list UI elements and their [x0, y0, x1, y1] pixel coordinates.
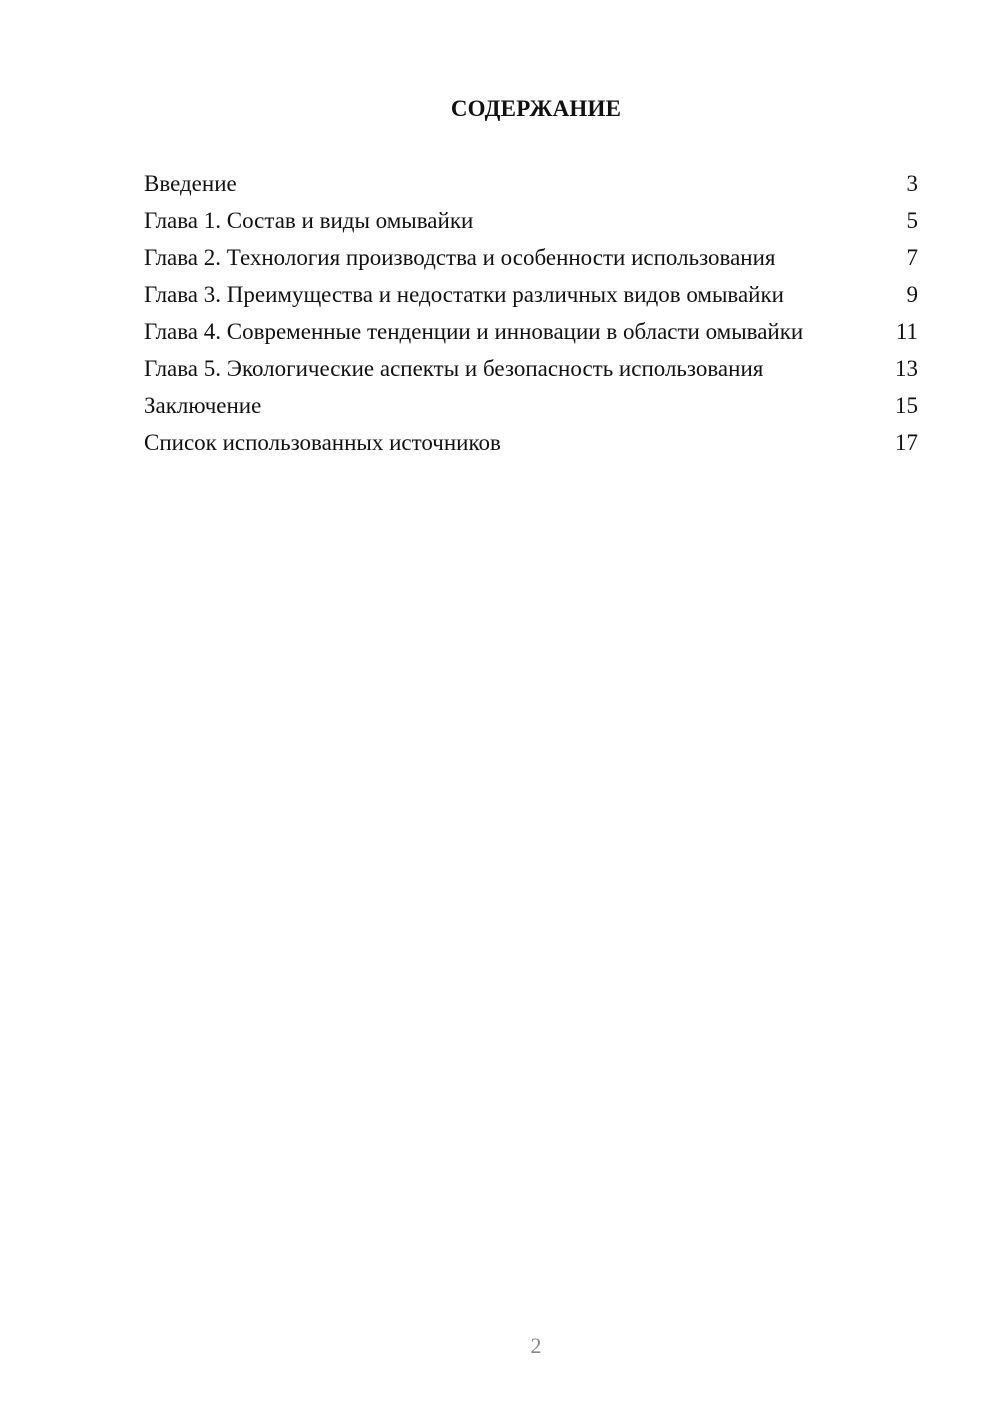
toc-entry — [144, 207, 918, 234]
toc-entry — [144, 318, 918, 345]
toc-entry-page: 5 — [906, 208, 918, 233]
toc-entry — [144, 244, 918, 271]
toc-entry-label: Глава 1. Состав и виды омывайки — [144, 208, 474, 233]
page-title: СОДЕРЖАНИЕ — [450, 96, 622, 121]
toc-entry — [144, 170, 918, 197]
toc-entry-page: 15 — [895, 393, 918, 418]
toc-entry-label: Глава 3. Преимущества и недостатки различных видов омывайки — [144, 282, 784, 307]
toc-entry-label: Заключение — [144, 393, 262, 418]
toc-entry-page: 17 — [895, 430, 918, 455]
page-number: 2 — [530, 1333, 542, 1358]
toc-entry-page: 13 — [895, 356, 918, 381]
table-of-contents — [144, 170, 918, 466]
toc-entry-page: 7 — [906, 245, 918, 270]
toc-entry — [144, 392, 918, 419]
toc-entry — [144, 429, 918, 456]
toc-entry — [144, 355, 918, 382]
toc-entry-label: Глава 2. Технология производства и особенности использования — [144, 245, 776, 270]
toc-entry-label: Глава 4. Современные тенденции и инновации в области омывайки — [144, 319, 804, 344]
toc-entry-page: 3 — [906, 171, 918, 196]
toc-entry-label: Список использованных источников — [144, 430, 501, 455]
toc-entry — [144, 281, 918, 308]
toc-entry-page: 11 — [895, 319, 918, 344]
toc-entry-page: 9 — [906, 282, 918, 307]
toc-entry-label: Глава 5. Экологические аспекты и безопасность использования — [144, 356, 764, 381]
toc-entry-label: Введение — [144, 171, 237, 196]
